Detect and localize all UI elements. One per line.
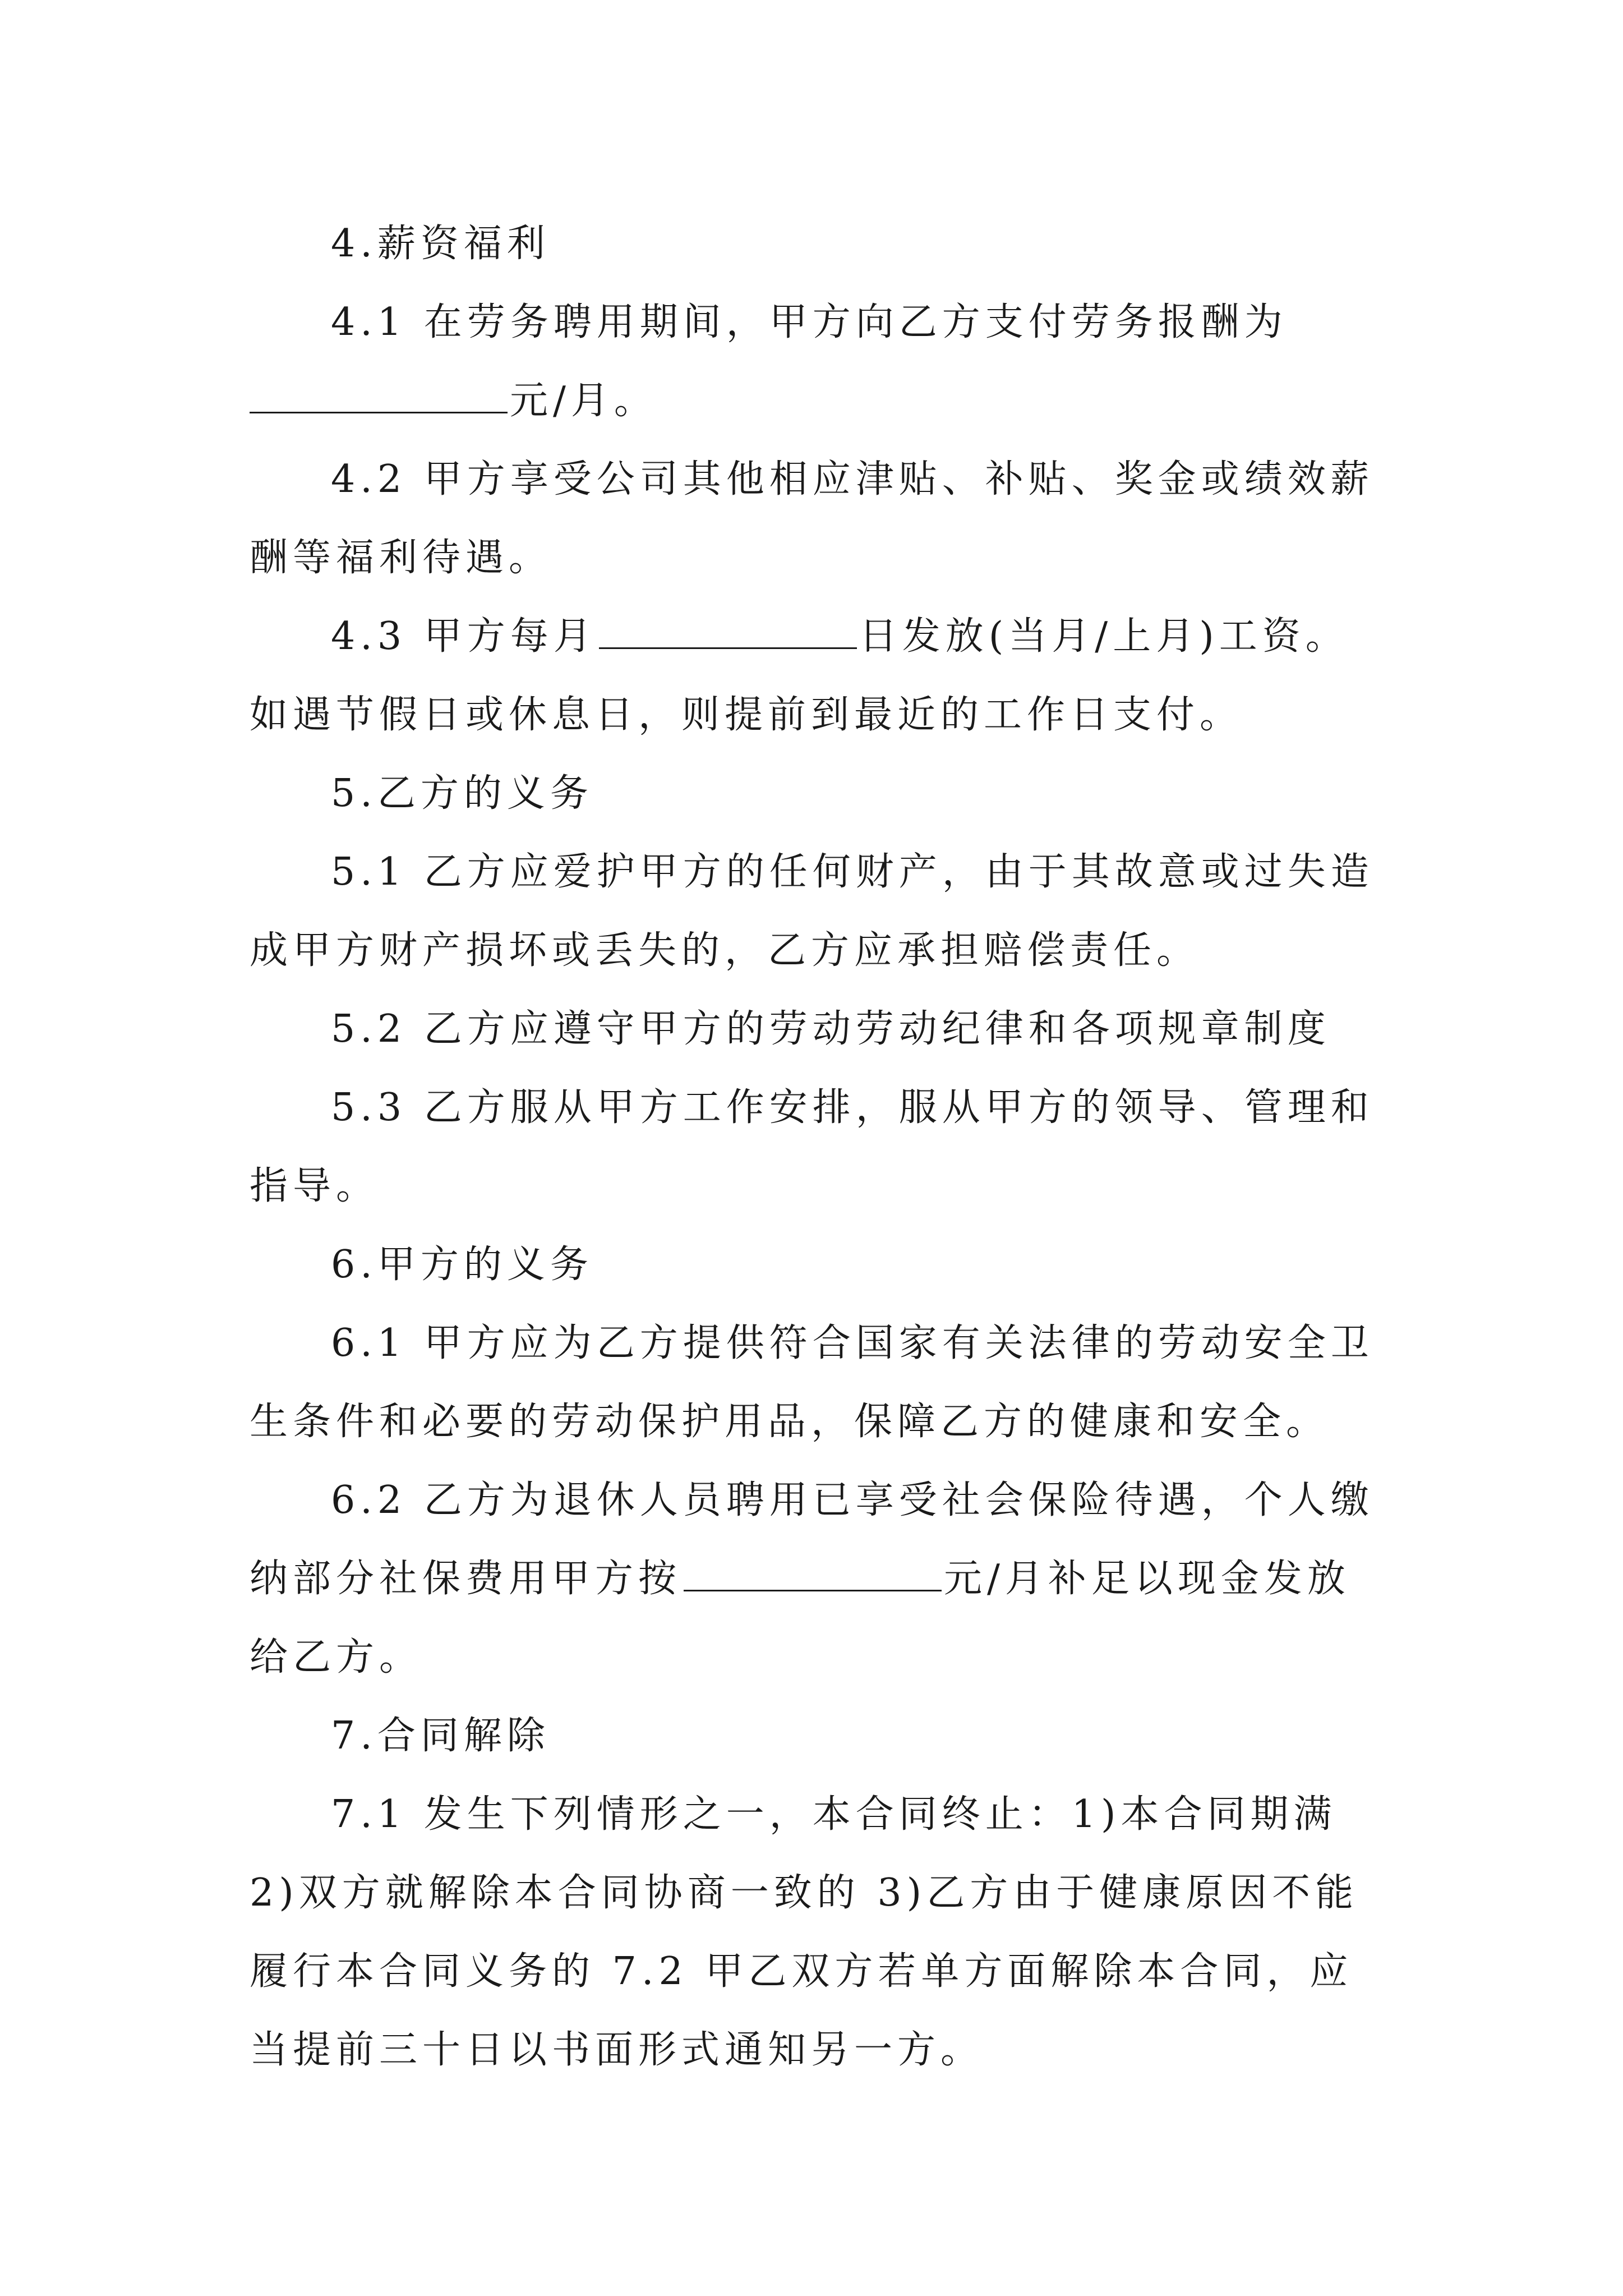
social-insurance-amount-blank [684, 1555, 942, 1591]
clause-4-2 [250, 440, 1380, 597]
section-heading-7-text: 7.合同解除 [331, 1714, 550, 1758]
clause-4-1 [250, 283, 1380, 440]
section-heading-6-text: 6.甲方的义务 [331, 1243, 593, 1287]
clause-6-2-text-start: 6.2 乙方为退休人员聘用已享受社会保险待遇，个人缴纳部分社保费用甲方按 [250, 1478, 1374, 1601]
section-heading-6 [250, 1226, 1380, 1304]
clause-4-1-text-end: 元/月。 [510, 379, 657, 423]
clause-5-3-text: 5.3 乙方服从甲方工作安排，服从甲方的领导、管理和指导。 [250, 1085, 1374, 1208]
section-heading-5-text: 5.乙方的义务 [331, 771, 593, 816]
clause-5-1 [250, 833, 1380, 990]
clause-6-1 [250, 1304, 1380, 1461]
payday-blank [599, 613, 857, 649]
clause-5-1-text: 5.1 乙方应爱护甲方的任何财产，由于其故意或过失造成甲方财产损坏或丢失的，乙方应承担赔偿责任。 [250, 850, 1374, 973]
clause-4-3-text-end: 日发放(当月/上月)工资。如遇节假日或休息日，则提前到最近的工作日支付。 [250, 614, 1349, 737]
clause-4-2-text: 4.2 甲方享受公司其他相应津贴、补贴、奖金或绩效薪酬等福利待遇。 [250, 457, 1374, 580]
clause-4-3-text-start: 4.3 甲方每月 [331, 614, 597, 659]
clause-6-1-text: 6.1 甲方应为乙方提供符合国家有关法律的劳动安全卫生条件和必要的劳动保护用品，保障乙方的健康和安全。 [250, 1321, 1374, 1444]
clause-7-1 [250, 1775, 1380, 2090]
clause-5-2-text: 5.2 乙方应遵守甲方的劳动劳动纪律和各项规章制度 [331, 1007, 1331, 1051]
section-heading-4 [250, 205, 1380, 283]
section-heading-7 [250, 1697, 1380, 1775]
clause-5-3 [250, 1069, 1380, 1226]
clause-6-2 [250, 1461, 1380, 1697]
clause-5-2 [250, 990, 1380, 1069]
section-heading-5 [250, 754, 1380, 833]
clause-4-1-text-start: 4.1 在劳务聘用期间，甲方向乙方支付劳务报酬为 [331, 300, 1288, 344]
clause-4-3 [250, 597, 1380, 754]
clause-6-2-text-end: 元/月补足以现金发放给乙方。 [250, 1557, 1350, 1680]
clause-7-1-text: 7.1 发生下列情形之一，本合同终止：1)本合同期满 2)双方就解除本合同协商一致的 3)乙方由于健康原因不能履行本合同义务的 7.2 甲乙双方若单方面解除本合同，应当提前三十日以书面形式通知另一方。 [250, 1792, 1359, 2072]
section-heading-4-text: 4.薪资福利 [331, 222, 550, 266]
salary-amount-blank [250, 377, 508, 413]
